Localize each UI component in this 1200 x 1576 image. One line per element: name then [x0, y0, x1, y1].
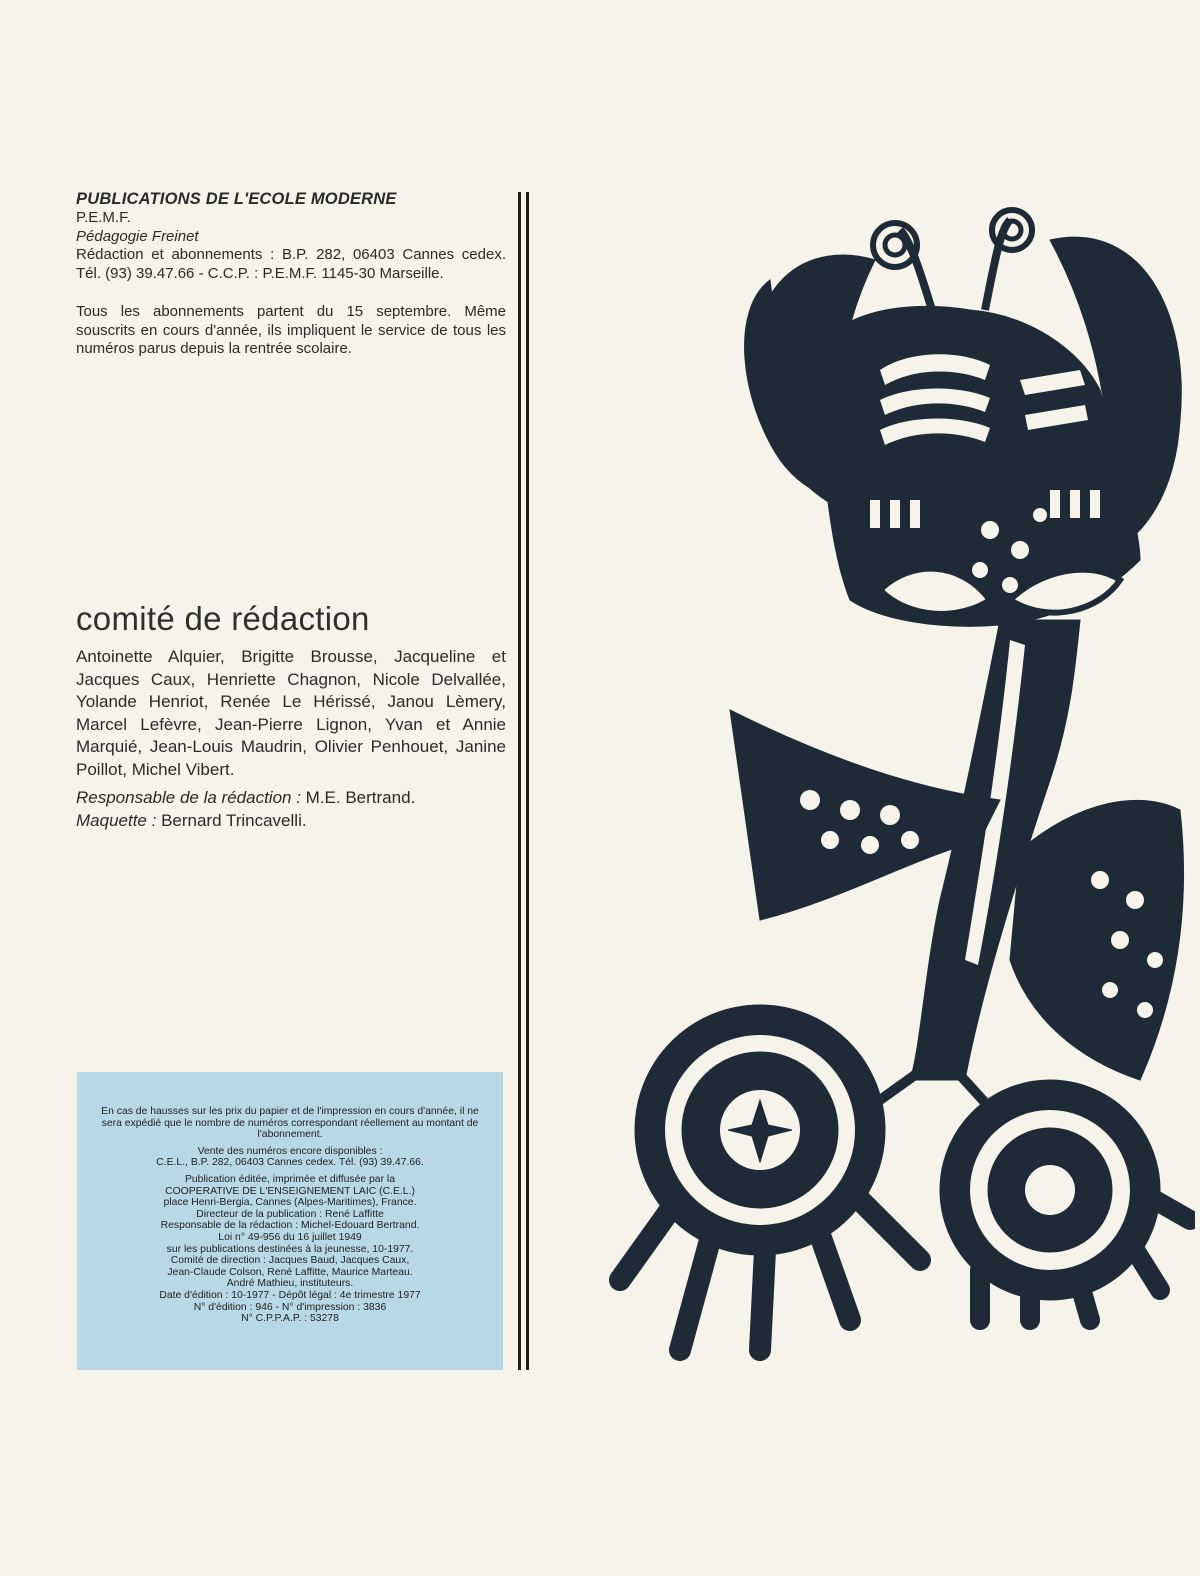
committee-heading: comité de rédaction: [76, 600, 370, 637]
sales-address: C.E.L., B.P. 282, 06403 Cannes cedex. Tél. (93) 39.47.66.: [156, 1157, 424, 1169]
legal-line: N° C.P.P.A.P. : 53278: [241, 1313, 339, 1325]
legal-line: Date d'édition : 10-1977 - Dépôt légal : 4e trimestre 1977: [159, 1289, 421, 1301]
editor-name: M.E. Bertrand.: [305, 788, 416, 807]
legal-line: N° d'édition : 946 - N° d'impression : 3836: [193, 1301, 387, 1313]
legal-line: André Mathieu, instituteurs.: [226, 1278, 354, 1290]
publication-subtitle: Pédagogie Freinet: [76, 227, 199, 245]
sales-block: [91, 1146, 489, 1169]
legal-lines: [91, 1174, 489, 1325]
legal-line: Loi n° 49-956 du 16 juillet 1949: [218, 1231, 362, 1243]
committee-members: Antoinette Alquier, Brigitte Brousse, Jacqueline et Jacques Caux, Henriette Chagnon, Nicole Delvallée, Yolande Henriot, Renée Le Hérissé, Janou Lèmery, Marcel Lefèvre, Jean-Pierre Lignon, Yvan et Annie Marquié, Jean-Louis Maudrin, Olivier Penhouet, Janine Poillot, Michel Vibert.: [76, 647, 506, 779]
divider-rule: [518, 192, 521, 1370]
legal-line: COOPERATIVE DE L'ENSEIGNEMENT LAIC (C.E.L.): [165, 1185, 415, 1197]
publication-title: PUBLICATIONS DE L'ECOLE MODERNE: [76, 190, 397, 208]
legal-line: place Henri-Bergia, Cannes (Alpes-Maritimes), France.: [163, 1197, 417, 1209]
sales-heading: Vente des numéros encore disponibles :: [197, 1145, 383, 1157]
price-notice: En cas de hausses sur les prix du papier et de l'impression en cours d'année, il ne sera expédié que le nombre de numéros correspondant réellement au montant de l'abonnement.: [101, 1106, 479, 1141]
legal-info-box: [77, 1072, 503, 1370]
layout-name: Bernard Trincavelli.: [161, 810, 307, 830]
legal-line: Comité de direction : Jacques Baud, Jacques Caux,: [170, 1255, 410, 1267]
publication-address: Rédaction et abonnements : B.P. 282, 06403 Cannes cedex. Tél. (93) 39.47.66 - C.C.P. : P.E.M.F. 1145-30 Marseille.: [76, 246, 506, 282]
legal-line: Responsable de la rédaction : Michel-Edouard Bertrand.: [160, 1220, 420, 1232]
flower-creature-illustration: [580, 200, 1195, 1380]
legal-line: Directeur de la publication : René Laffitte: [196, 1208, 384, 1220]
layout-line: [76, 810, 506, 833]
layout-label: Maquette :: [76, 810, 157, 830]
publication-info: [76, 190, 506, 374]
subscriptions-notice: Tous les abonnements partent du 15 septembre. Même souscrits en cours d'année, ils impliquent le service de tous les numéros parus depuis la rentrée scolaire.: [76, 303, 506, 357]
editorial-committee: [76, 600, 506, 832]
editor-label: Responsable de la rédaction :: [76, 788, 301, 807]
legal-line: sur les publications destinées à la jeunesse, 10-1977.: [166, 1243, 414, 1255]
editor-line: [76, 787, 506, 810]
legal-line: Jean-Claude Colson, René Laffitte, Maurice Marteau.: [167, 1266, 413, 1278]
publication-org: P.E.M.F.: [76, 209, 131, 226]
legal-line: Publication éditée, imprimée et diffusée par la: [184, 1173, 396, 1185]
divider-rule: [526, 192, 529, 1370]
